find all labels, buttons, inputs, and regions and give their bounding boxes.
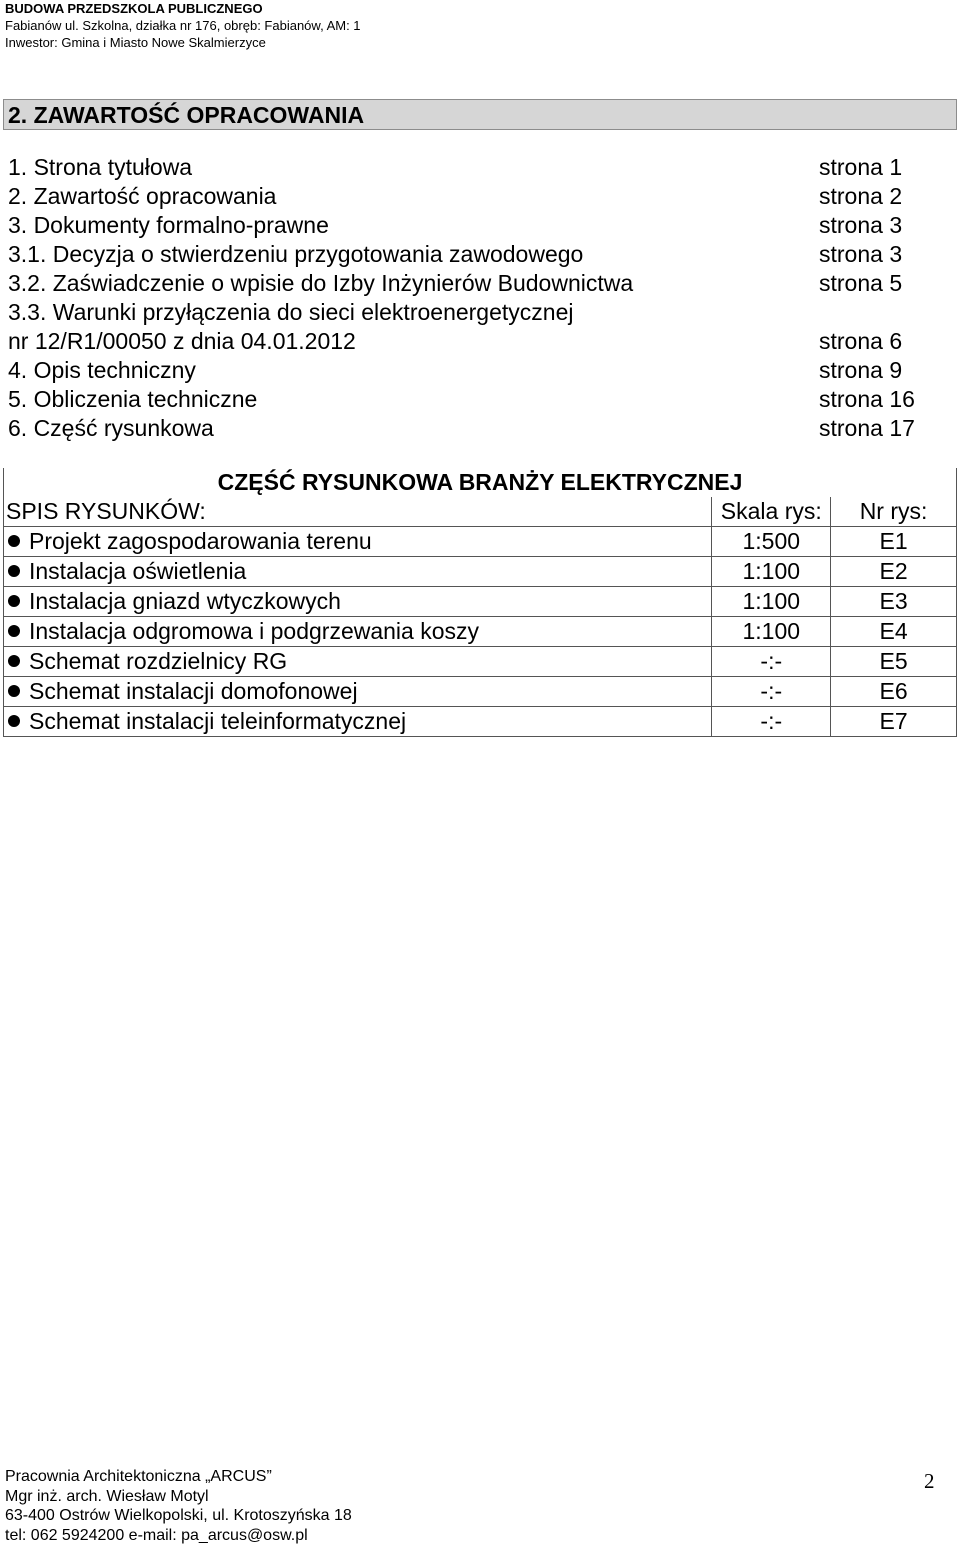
- drawing-number: E4: [831, 617, 957, 647]
- toc-label: 3.3. Warunki przyłączenia do sieci elektroenergetycznej: [8, 299, 574, 325]
- toc-page: strona 17: [819, 415, 915, 441]
- document-header: [5, 0, 361, 51]
- drawing-name: Instalacja oświetlenia: [29, 558, 247, 584]
- table-row: [4, 617, 957, 647]
- drawing-scale: 1:100: [712, 587, 831, 617]
- bullet-icon: [8, 685, 20, 697]
- drawing-scale: 1:100: [712, 557, 831, 587]
- toc-row: [8, 356, 948, 385]
- toc-label: 6. Część rysunkowa: [8, 415, 214, 441]
- footer-company: Pracownia Architektoniczna „ARCUS”: [5, 1468, 272, 1485]
- toc-page: strona 6: [819, 328, 903, 354]
- bullet-icon: [8, 655, 20, 667]
- toc-label: 2. Zawartość opracowania: [8, 183, 277, 209]
- toc-row: [8, 298, 948, 327]
- toc-row: [8, 240, 948, 269]
- drawing-scale: 1:500: [712, 527, 831, 557]
- toc-page: strona 1: [819, 154, 903, 180]
- toc-page: strona 3: [819, 241, 903, 267]
- drawing-name: Instalacja odgromowa i podgrzewania koszy: [29, 618, 480, 644]
- toc-row: [8, 385, 948, 414]
- toc-label: 3.1. Decyzja o stwierdzeniu przygotowania zawodowego: [8, 241, 584, 267]
- toc-row: [8, 153, 948, 182]
- toc-row: [8, 269, 948, 298]
- document-footer: [5, 1467, 352, 1545]
- toc-label: 3. Dokumenty formalno-prawne: [8, 212, 329, 238]
- toc-page: strona 5: [819, 270, 903, 296]
- header-location: Fabianów ul. Szkolna, działka nr 176, obręb: Fabianów, AM: 1: [5, 18, 361, 33]
- toc-row: [8, 211, 948, 240]
- toc-page: strona 16: [819, 386, 915, 412]
- drawing-number: E1: [831, 527, 957, 557]
- drawing-name: Projekt zagospodarowania terenu: [29, 528, 372, 554]
- drawing-scale: -:-: [712, 677, 831, 707]
- section-heading-bar: [3, 99, 957, 130]
- drawing-scale: 1:100: [712, 617, 831, 647]
- toc-page: strona 9: [819, 357, 903, 383]
- toc-row: [8, 182, 948, 211]
- bullet-icon: [8, 715, 20, 727]
- drawing-number: E6: [831, 677, 957, 707]
- drawings-header-row: [4, 497, 957, 527]
- drawing-name: Instalacja gniazd wtyczkowych: [29, 588, 341, 614]
- drawing-number: E7: [831, 707, 957, 737]
- table-row: [4, 527, 957, 557]
- table-row: [4, 587, 957, 617]
- number-header: Nr rys:: [831, 497, 957, 527]
- drawing-name: Schemat instalacji domofonowej: [29, 678, 358, 704]
- header-investor: Inwestor: Gmina i Miasto Nowe Skalmierzyce: [5, 35, 266, 50]
- toc-label: 5. Obliczenia techniczne: [8, 386, 258, 412]
- drawing-scale: -:-: [712, 647, 831, 677]
- drawings-table: [3, 468, 957, 737]
- table-of-contents: [8, 153, 948, 443]
- toc-label: 4. Opis techniczny: [8, 357, 196, 383]
- toc-label: 3.2. Zaświadczenie o wpisie do Izby Inżynierów Budownictwa: [8, 270, 634, 296]
- bullet-icon: [8, 565, 20, 577]
- toc-page: strona 3: [819, 212, 903, 238]
- drawing-name: Schemat instalacji teleinformatycznej: [29, 708, 407, 734]
- header-project-title: BUDOWA PRZEDSZKOLA PUBLICZNEGO: [5, 1, 263, 16]
- footer-address: 63-400 Ostrów Wielkopolski, ul. Krotoszyńska 18: [5, 1507, 352, 1524]
- toc-row: [8, 327, 948, 356]
- drawing-number: E2: [831, 557, 957, 587]
- table-row: [4, 557, 957, 587]
- bullet-icon: [8, 625, 20, 637]
- scale-header: Skala rys:: [712, 497, 831, 527]
- drawing-name: Schemat rozdzielnicy RG: [29, 648, 288, 674]
- drawings-title-row: [4, 468, 957, 497]
- drawing-number: E5: [831, 647, 957, 677]
- table-row: [4, 647, 957, 677]
- drawing-scale: -:-: [712, 707, 831, 737]
- toc-label: nr 12/R1/00050 z dnia 04.01.2012: [8, 328, 356, 354]
- toc-label: 1. Strona tytułowa: [8, 154, 193, 180]
- bullet-icon: [8, 535, 20, 547]
- list-header: SPIS RYSUNKÓW:: [4, 497, 712, 527]
- bullet-icon: [8, 595, 20, 607]
- footer-contact: tel: 062 5924200 e-mail: pa_arcus@osw.pl: [5, 1526, 308, 1544]
- page-number: 2: [924, 1469, 935, 1493]
- table-row: [4, 677, 957, 707]
- drawings-title: CZĘŚĆ RYSUNKOWA BRANŻY ELEKTRYCZNEJ: [4, 468, 957, 497]
- toc-row: [8, 414, 948, 443]
- footer-author: Mgr inż. arch. Wiesław Motyl: [5, 1487, 209, 1505]
- drawing-number: E3: [831, 587, 957, 617]
- table-row: [4, 707, 957, 737]
- section-title: 2. ZAWARTOŚĆ OPRACOWANIA: [8, 102, 365, 128]
- toc-page: strona 2: [819, 183, 903, 209]
